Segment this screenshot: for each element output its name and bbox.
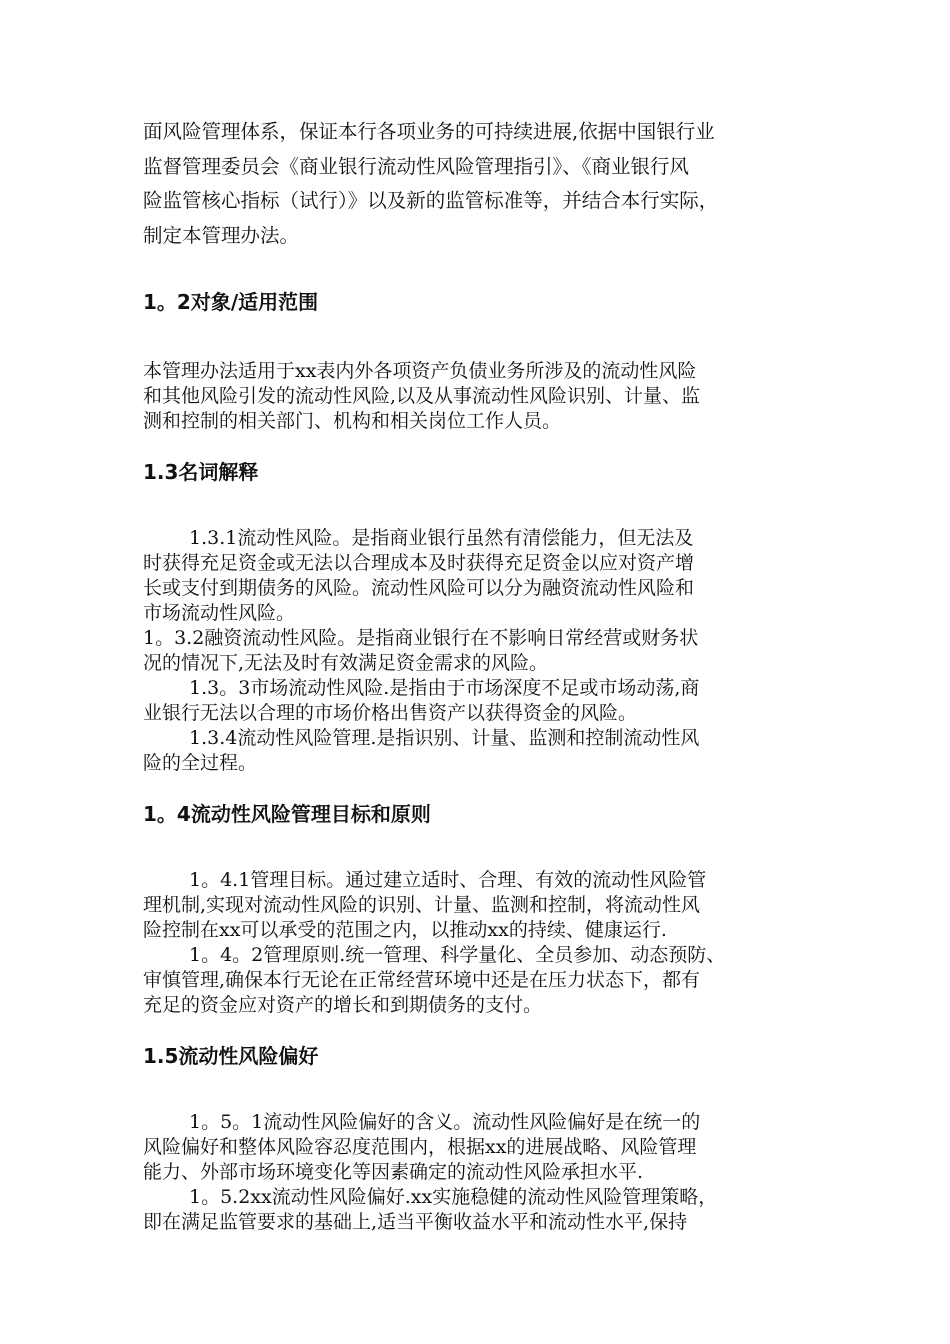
- section-paragraph: [143, 676, 809, 726]
- paragraph-line: 1.3.4流动性风险管理.是指识别、计量、监测和控制流动性风: [189, 727, 700, 749]
- paragraph-line: 即在满足监管要求的基础上,适当平衡收益水平和流动性水平,保持: [143, 1211, 688, 1233]
- section-paragraph: [143, 359, 809, 434]
- intro-line: 制定本管理办法。: [143, 223, 300, 247]
- paragraph-line: 和其他风险引发的流动性风险,以及从事流动性风险识别、计量、监: [143, 385, 701, 407]
- paragraph-line: 1.3.1流动性风险。是指商业银行虽然有清偿能力，但无法及: [189, 527, 694, 549]
- section-paragraph: [143, 943, 809, 1018]
- section-paragraph: [143, 868, 809, 943]
- paragraph-line: 审慎管理,确保本行无论在正常经营环境中还是在压力状态下，都有: [143, 969, 701, 991]
- paragraph-line: 能力、外部市场环境变化等因素确定的流动性风险承担水平.: [143, 1161, 644, 1183]
- document-page: [143, 115, 809, 1235]
- paragraph-line: 本管理办法适用于xx表内外各项资产负债业务所涉及的流动性风险: [143, 360, 697, 382]
- paragraph-line: 时获得充足资金或无法以合理成本及时获得充足资金以应对资产增: [143, 552, 695, 574]
- paragraph-line: 业银行无法以合理的市场价格出售资产以获得资金的风险。: [143, 702, 638, 724]
- section-heading-1-3: 1.3名词解释: [143, 460, 259, 484]
- paragraph-line: 险的全过程。: [143, 752, 258, 774]
- paragraph-line: 1.3。3市场流动性风险.是指由于市场深度不足或市场动荡,商: [189, 677, 700, 699]
- section-paragraph: [143, 526, 809, 626]
- section-paragraph: [143, 626, 809, 676]
- intro-paragraph: [143, 115, 809, 253]
- intro-line: 监督管理委员会《商业银行流动性风险管理指引》、《商业银行风: [143, 154, 690, 178]
- paragraph-line: 理机制,实现对流动性风险的识别、计量、监测和控制，将流动性风: [143, 894, 701, 916]
- intro-line: 险监管核心指标（试行）》以及新的监管标准等，并结合本行实际，: [143, 189, 719, 212]
- paragraph-line: 况的情况下,无法及时有效满足资金需求的风险。: [143, 652, 549, 674]
- section-heading-1-2: 1。2对象/适用范围: [143, 290, 319, 314]
- paragraph-line: 充足的资金应对资产的增长和到期债务的支付。: [143, 994, 543, 1016]
- paragraph-line: 1。4。2管理原则.统一管理、科学量化、全员参加、动态预防、: [189, 944, 726, 966]
- paragraph-line: 1。5。1流动性风险偏好的含义。流动性风险偏好是在统一的: [189, 1111, 701, 1133]
- section-paragraph: [143, 726, 809, 776]
- paragraph-line: 长或支付到期债务的风险。流动性风险可以分为融资流动性风险和: [143, 577, 695, 599]
- intro-line: 面风险管理体系，保证本行各项业务的可持续进展,依据中国银行业: [143, 120, 715, 143]
- paragraph-line: 测和控制的相关部门、机构和相关岗位工作人员。: [143, 410, 562, 432]
- paragraph-line: 1。5.2xx流动性风险偏好.xx实施稳健的流动性风险管理策略，: [189, 1186, 718, 1208]
- section-paragraph: [143, 1110, 809, 1185]
- paragraph-line: 风险偏好和整体风险容忍度范围内，根据xx的进展战略、风险管理: [143, 1136, 697, 1158]
- paragraph-line: 险控制在xx可以承受的范围之内，以推动xx的持续、健康运行.: [143, 919, 667, 941]
- section-heading-1-5: 1.5流动性风险偏好: [143, 1044, 319, 1068]
- section-heading-1-4: 1。4流动性风险管理目标和原则: [143, 802, 431, 826]
- paragraph-line: 市场流动性风险。: [143, 602, 296, 624]
- paragraph-line: 1。3.2融资流动性风险。是指商业银行在不影响日常经营或财务状: [143, 627, 699, 649]
- paragraph-line: 1。4.1管理目标。通过建立适时、合理、有效的流动性风险管: [189, 869, 707, 891]
- section-paragraph: [143, 1185, 809, 1235]
